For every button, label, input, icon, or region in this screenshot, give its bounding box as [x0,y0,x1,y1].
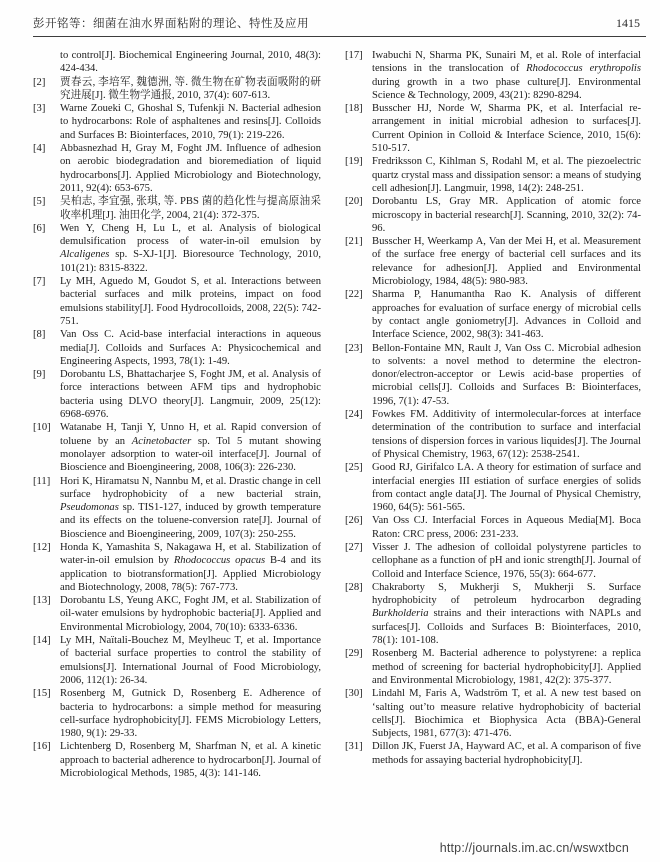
reference-text: Bellon-Fontaine MN, Rault J, Van Oss C. Microbial adhesion to solvents: a novel method to determine the electron-donor/electron-acceptor or Lewis acid-base properties of microbial cells[J]. Colloids and Surfaces B: Biointerfaces, 1996, 7(1): 47-53. [372,342,641,407]
reference-label: [14] [33,635,51,647]
reference-item [345,288,641,341]
reference-text: Iwabuchi N, Sharma PK, Sunairi M, et al. Role of interfacial tensions in the translocation of Rhodococcus erythropolis during growth in a two phase culture[J]. Environmental Science & Technology, 2009, 43(21): 8290-8294. [372,50,641,101]
references-section [33,49,641,780]
reference-text: Abbasnezhad H, Gray M, Foght JM. Influence of adhesion on aerobic biodegradation and bioremediation of liquid hydrocarbons[J]. Applied Microbiology and Biotechnology, 2011, 92(4): 653-675. [60,143,321,194]
reference-item [33,368,321,421]
reference-item [33,195,321,222]
reference-text: Warne Zoueki C, Ghoshal S, Tufenkji N. Bacterial adhesion to hydrocarbons: Role of asphaltenes and resins[J]. Colloids and Surfaces B: Biointerfaces, 2010, 79(1): 219-226. [60,103,321,141]
reference-item [33,142,321,195]
reference-item [33,275,321,328]
reference-text: to control[J]. Biochemical Engineering Journal, 2010, 48(3): 424-434. [60,50,321,75]
reference-text: Wen Y, Cheng H, Lu L, et al. Analysis of biological demulsification process of water-in-oil emulsion by Alcaligenes sp. S-XJ-1[J]. Bioresource Technology, 2010, 101(21): 8315-8322. [60,222,321,274]
reference-text: Fowkes FM. Additivity of intermolecular-forces at interface determination of the contribution to surface and interfacial tensions of dispersion forces in various liquides[J]. The Journal of Physical Chemistry, 1963, 67(12): 2538-2541. [372,409,641,460]
reference-item [345,408,641,461]
reference-item [345,155,641,195]
reference-text: Rosenberg M, Gutnick D, Rosenberg E. Adherence of bacteria to hydrocarbons: a simple method for measuring cell-surface hydrophobicity[J]. FEMS Microbiology Letters, 1980, 9(1): 29-33. [60,688,321,740]
reference-item [33,634,321,687]
reference-text: Good RJ, Girifalco LA. A theory for estimation of surface and interfacial energies III estiation of surface energies of solids from contact angle data[J]. The Journal of Physical Chemistry, 1960, 64(5): 561-565. [372,462,641,514]
reference-text: 贾春云, 李培军, 魏德洲, 等. 微生物在矿物表面吸附的研究进展[J]. 微生物学通报, 2010, 37(4): 607-613. [60,76,321,101]
reference-item [33,541,321,594]
reference-item [345,342,641,408]
reference-label: [30] [345,688,363,700]
reference-item [33,76,321,103]
reference-text: Dorobantu LS, Bhattacharjee S, Foght JM, et al. Analysis of force interactions between AFM tips and hydrophobic bacteria using DLVO theory[J]. Langmuir, 2009, 25(12): 6968-6976. [60,369,321,421]
reference-text: Lindahl M, Faris A, Wadström T, et al. A new test based on ‘salting out’to measure relative hydrophobicity of bacterial cells[J]. Biochimica et Biophysica Acta (BBA)-General Subjects, 1981, 677(3): 471-476. [372,688,641,740]
reference-text: Dorobantu LS, Yeung AKC, Foght JM, et al. Stabilization of oil-water emulsions by hydrophobic bacteria[J]. Applied and Environmental Microbiology, 2004, 70(10): 6333-6336. [60,595,321,633]
reference-label: [20] [345,196,363,208]
reference-item [345,235,641,288]
reference-text: Sharma P, Hanumantha Rao K. Analysis of different approaches for evaluation of surface energy of microbial cells by contact angle goniometry[J]. Advances in Colloid and Interface Science, 2002, 98(3): 341-463. [372,289,641,341]
reference-text: Honda K, Yamashita S, Nakagawa H, et al. Stabilization of water-in-oil emulsion by Rhodococcus opacus B-4 and its application to biotransformation[J]. Applied Microbiology and Biotechnology, 2008, 78(5): 767-773. [60,541,321,593]
reference-text: Chakraborty S, Mukherji S, Mukherji S. Surface hydrophobicity of petroleum hydrocarbon degrading Burkholderia strains and their interactions with NAPLs and surfaces[J]. Colloids and Surfaces B: Biointerfaces, 2010, 78(1): 101-108. [372,581,641,647]
reference-item [33,49,321,76]
header-divider [33,36,646,37]
reference-label: [9] [33,369,46,381]
reference-label: [19] [345,156,363,168]
reference-label: [12] [33,541,51,553]
reference-label: [5] [33,196,46,208]
reference-label: [22] [345,289,363,301]
reference-item [33,102,321,142]
reference-label: [21] [345,236,363,248]
reference-text: Hori K, Hiramatsu N, Nannbu M, et al. Drastic change in cell surface hydrophobicity of a new bacterial strain, Pseudomonas sp. TIS1-127, induced by growth temperature and its effects on the toluene-conversion rate[J]. Journal of Bioscience and Bioengineering, 2009, 107(3): 250-255. [60,475,321,540]
reference-text: Ly MH, Naïtali-Bouchez M, Meylheuc T, et al. Importance of bacterial surface properties to control the stability of emulsions[J]. International Journal of Food Microbiology, 2006, 112(1): 26-34. [60,635,321,686]
reference-label: [18] [345,103,363,115]
reference-text: Dorobantu LS, Gray MR. Application of atomic force microscopy in bacterial research[J]. Scanning, 2010, 32(2): 74-96. [372,196,641,234]
reference-label: [28] [345,581,363,593]
reference-item [345,687,641,740]
reference-label: [26] [345,515,363,527]
reference-label: [11] [33,475,51,487]
reference-item [345,461,641,514]
reference-text: Ly MH, Aguedo M, Goudot S, et al. Interactions between bacterial surfaces and milk proteins, impact on food emulsions stability[J]. Food Hydrocolloids, 2008, 22(5): 742-751. [60,276,322,327]
reference-item [345,740,641,767]
reference-item [33,740,321,780]
reference-label: [2] [33,76,46,88]
references-column-left [33,49,321,780]
reference-item [33,421,321,474]
page-number: 1415 [616,16,640,30]
reference-item [345,514,641,541]
reference-item [33,594,321,634]
reference-item [345,195,641,235]
reference-label: [7] [33,276,46,288]
reference-text: Lichtenberg D, Rosenberg M, Sharfman N, et al. A kinetic approach to bacterial adherence to hydrocarbon[J]. Journal of Microbiological Methods, 1985, 4(3): 141-146. [60,741,321,780]
reference-label: [31] [345,741,363,753]
reference-label: [16] [33,741,51,753]
reference-item [345,581,641,647]
reference-label: [17] [345,50,363,61]
reference-item [345,647,641,687]
page-header [33,15,640,31]
reference-label: [3] [33,103,46,115]
reference-item [345,49,641,102]
references-column-right [345,49,641,780]
reference-label: [4] [33,143,46,155]
reference-text: Busscher HJ, Norde W, Sharma PK, et al. Interfacial re-arrangement in initial microbial adhesion to surfaces[J]. Current Opinion in Colloid & Interface Science, 2010, 15(6): 510-517. [372,103,641,155]
reference-text: Dillon JK, Fuerst JA, Hayward AC, et al. A comparison of five methods for assaying bacterial hydrophobicity[J]. [372,741,641,766]
reference-label: [29] [345,648,363,660]
reference-item [33,687,321,740]
reference-label: [6] [33,222,46,234]
journal-url: http://journals.im.ac.cn/wswxtbcn [439,841,629,855]
reference-item [33,328,321,368]
reference-label: [10] [33,422,51,434]
reference-item [345,102,641,155]
reference-label: [8] [33,329,46,341]
reference-text: 吴柏志, 李宜强, 张琪, 等. PBS 菌的趋化性与提高原油采收率机理[J]. 油田化学, 2004, 21(4): 372-375. [60,196,321,221]
reference-label: [23] [345,342,363,354]
running-title: 彭开铭等：细菌在油水界面粘附的理论、特性及应用 [33,18,309,30]
reference-item [33,222,321,275]
reference-text: Van Oss C. Acid-base interfacial interactions in aqueous media[J]. Colloids and Surfaces A: Physicochemical and Engineering Aspects, 1993, 78(1): 1-49. [60,329,321,367]
reference-text: Busscher H, Weerkamp A, Van der Mei H, et al. Measurement of the surface free energy of bacterial cell surfaces and its relevance for adhesion[J]. Applied and Environmental Microbiology, 1984, 48(5): 980-983. [372,236,641,288]
reference-item [33,475,321,541]
reference-label: [13] [33,595,51,607]
reference-label: [15] [33,688,51,700]
reference-text: Rosenberg M. Bacterial adherence to polystyrene: a replica method of screening for bacterial hydrophobicity[J]. Applied and Environmental Microbiology, 1981, 42(2): 375-377. [372,648,641,686]
reference-text: Watanabe H, Tanji Y, Unno H, et al. Rapid conversion of toluene by an Acinetobacter sp. Tol 5 mutant showing monolayer adsorption to water-oil interface[J]. Journal of Bioscience and Bioengineering, 2008, 106(3): 226-230. [60,422,321,474]
reference-text: Van Oss CJ. Interfacial Forces in Aqueous Media[M]. Boca Raton: CRC press, 2006: 231-233. [372,515,641,540]
reference-label: [27] [345,541,363,553]
reference-item [345,541,641,581]
reference-label: [25] [345,462,363,474]
reference-text: Visser J. The adhesion of colloidal polystyrene particles to cellophane as a function of pH and ionic strength[J]. Journal of Colloid and Interface Science, 1976, 55(3): 664-677. [372,541,641,580]
reference-label: [24] [345,409,363,421]
reference-text: Fredriksson C, Kihlman S, Rodahl M, et al. The piezoelectric quartz crystal mass and dissipation sensor: a means of studying cell adhesion[J]. Langmuir, 1998, 14(2): 248-251. [372,156,641,194]
